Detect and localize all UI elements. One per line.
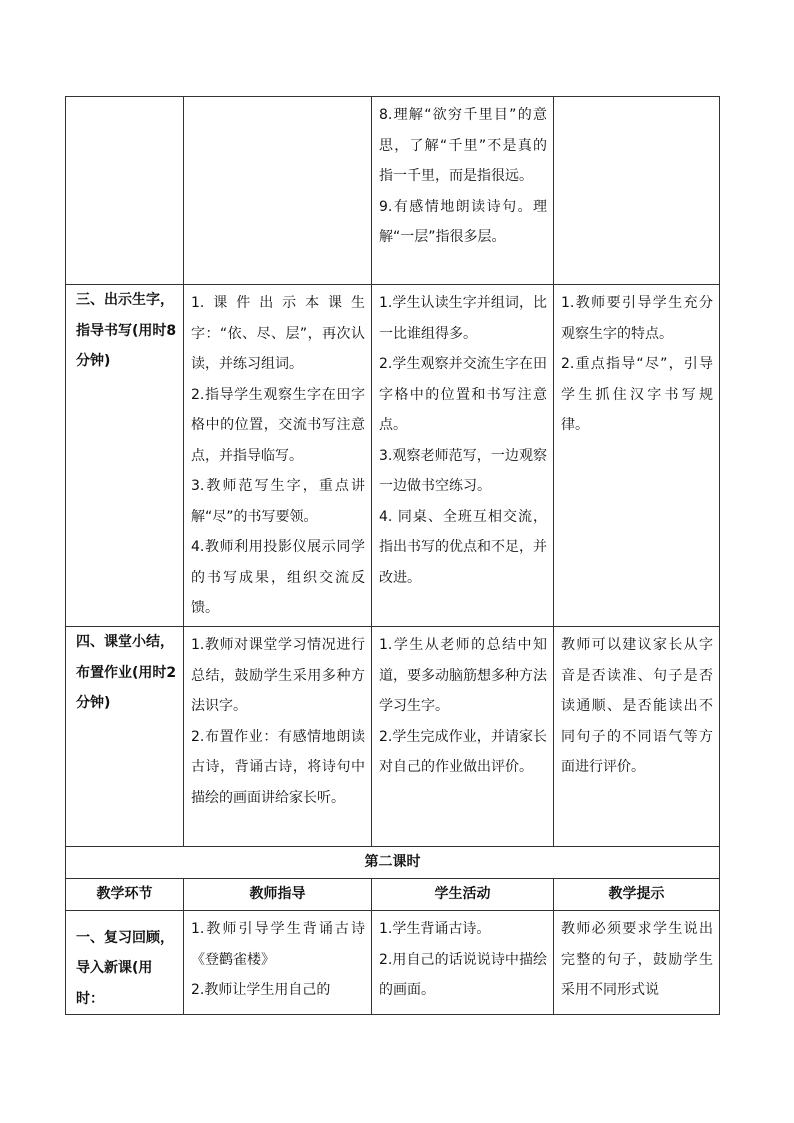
student-activity-item: 8.理解“欲穷千里目”的意思，了解“千里”不是真的指一千里，而是指很远。 — [379, 107, 547, 184]
student-activity-item: 2.用自己的话说说诗中描绘的画面。 — [379, 951, 547, 998]
student-activity-item: 3.观察老师范写，一边观察一边做书空练习。 — [379, 447, 547, 494]
tips-cell — [554, 627, 720, 847]
teaching-tip-item: 1.教师要引导学生充分观察生字的特点。 — [561, 295, 713, 342]
column-header-teacher: 教师指导 — [184, 879, 372, 911]
student-activity-item: 2.学生完成作业，并请家长对自己的作业做出评价。 — [379, 728, 547, 775]
teacher-guidance-item: 2.布置作业：有感情地朗读古诗，背诵古诗，将诗句中描绘的画面讲给家长听。 — [191, 728, 365, 806]
student-activity-item: 2.学生观察并交流生字在田字格中的位置和书写注意点。 — [379, 356, 547, 433]
column-header-stage: 教学环节 — [66, 879, 184, 911]
teacher-guidance-item: 2.教师让学生用自己的 — [191, 982, 331, 998]
section-title: 第二课时 — [66, 847, 720, 879]
teacher-cell — [184, 285, 372, 627]
column-header-student: 学生活动 — [372, 879, 554, 911]
tips-cell — [554, 911, 720, 1015]
stage-cell — [66, 97, 184, 285]
teacher-cell — [184, 911, 372, 1015]
student-cell — [372, 285, 554, 627]
teacher-guidance-item: 1.课件出示本课生字：“依、尽、层”，再次认读，并练习组词。 — [191, 295, 365, 372]
stage-cell: 一、复习回顾，导入新课(用时： — [66, 911, 184, 1015]
student-cell — [372, 627, 554, 847]
student-activity-item: 1.学生认读生字并组词，比一比谁组得多。 — [379, 295, 547, 342]
teacher-cell — [184, 627, 372, 847]
table-row — [66, 285, 720, 627]
student-activity-item: 1.学生从老师的总结中知道，要多动脑筋想多种方法学习生字。 — [379, 637, 547, 714]
teaching-tip-item: 2.重点指导“尽”，引导学生抓住汉字书写规律。 — [561, 356, 713, 433]
student-activity-item: 4. 同桌、全班互相交流，指出书写的优点和不足，并改进。 — [379, 508, 547, 586]
student-activity-item: 9.有感情地朗读诗句。理解“一层”指很多层。 — [379, 198, 547, 245]
teaching-tip-item: 教师必须要求学生说出完整的句子，鼓励学生采用不同形式说 — [561, 921, 713, 998]
table-row — [66, 911, 720, 1015]
teaching-tip-item: 教师可以建议家长从字音是否读准、句子是否读通顺、是否能读出不同句子的不同语气等方面进行评价。 — [561, 637, 713, 775]
lesson-plan-table — [65, 96, 720, 1015]
teacher-guidance-item: 1.教师对课堂学习情况进行总结，鼓励学生采用多种方法识字。 — [191, 637, 365, 714]
table-row — [66, 97, 720, 285]
teacher-guidance-item: 1.教师引导学生背诵古诗《登鹳雀楼》 — [191, 921, 365, 968]
teacher-cell — [184, 97, 372, 285]
column-header-tips: 教学提示 — [554, 879, 720, 911]
table-row — [66, 847, 720, 879]
tips-cell — [554, 97, 720, 285]
teacher-guidance-item: 2.指导学生观察生字在田字格中的位置，交流书写注意点，并指导临写。 — [191, 386, 365, 464]
teacher-guidance-item: 4.教师利用投影仪展示同学的书写成果，组织交流反馈。 — [191, 539, 365, 616]
student-cell — [372, 911, 554, 1015]
tips-cell — [554, 285, 720, 627]
table-row — [66, 627, 720, 847]
table-header-row — [66, 879, 720, 911]
stage-cell: 三、出示生字，指导书写(用时8分钟) — [66, 285, 184, 627]
teacher-guidance-item: 3.教师范写生字，重点讲解“尽”的书写要领。 — [191, 478, 365, 525]
student-cell — [372, 97, 554, 285]
student-activity-item: 1.学生背诵古诗。 — [379, 921, 491, 937]
stage-cell: 四、课堂小结，布置作业(用时2分钟) — [66, 627, 184, 847]
